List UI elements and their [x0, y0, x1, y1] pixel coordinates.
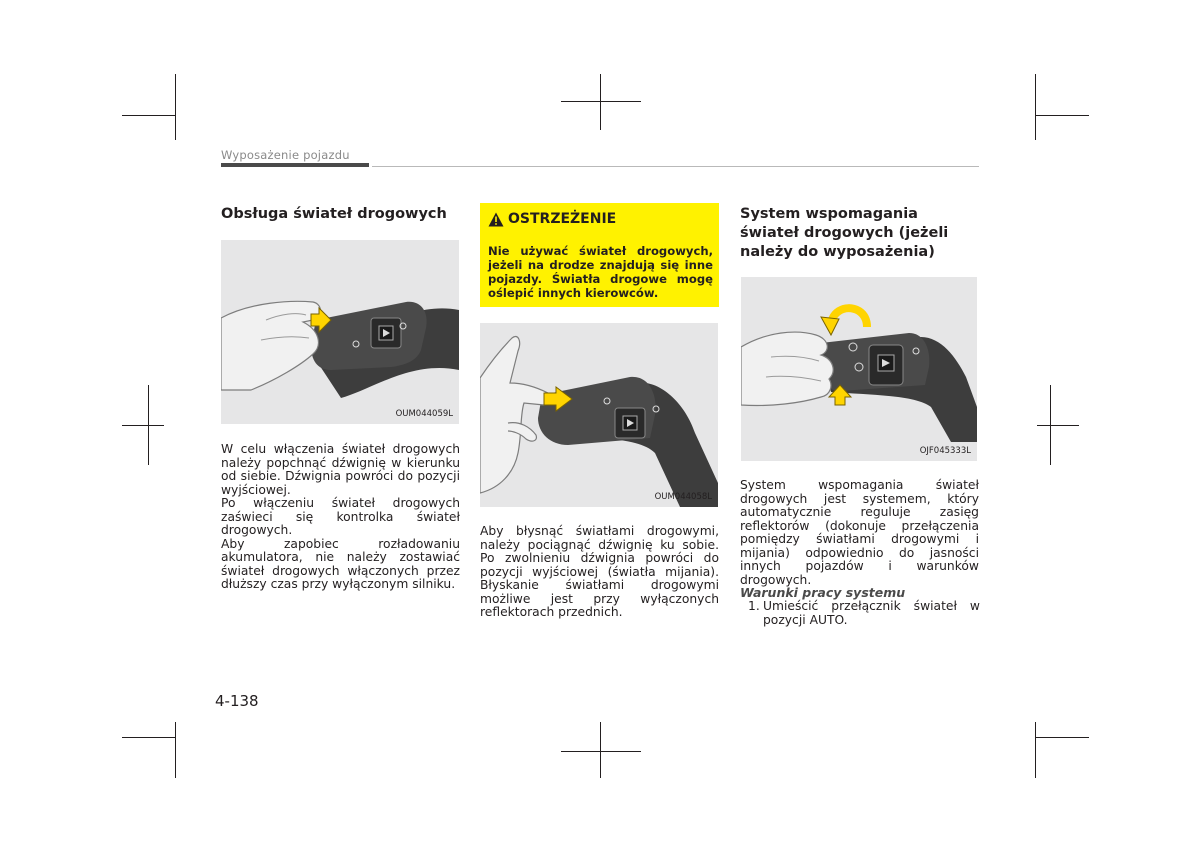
- left-body: [221, 443, 460, 592]
- list-item: [748, 600, 980, 627]
- figure-pull-lever: [480, 323, 718, 507]
- warning-title: OSTRZEŻENIE: [508, 211, 617, 227]
- system-conditions-heading: Warunki pracy systemu: [740, 585, 906, 600]
- warning-text: Nie używać świateł drogowych, jeżeli na drodze znajdują się inne pojazdy. Światła drogowe mogę oślepić innych kierowców.: [488, 244, 713, 300]
- figure-code: OJF045333L: [919, 446, 971, 456]
- paragraph: W celu włączenia świateł drogowych należy popchnąć dźwignię w kierunku od siebie. Dźwignia powróci do pozycji wyjściowej.: [221, 442, 460, 497]
- auto-switch-illustration: [741, 277, 977, 461]
- lever-pull-illustration: [480, 323, 718, 507]
- section-header: Wyposażenie pojazdu: [221, 148, 350, 162]
- warning-box: [480, 203, 719, 307]
- list-item-text: Umieścić przełącznik świateł w pozycji AUTO.: [763, 599, 980, 627]
- paragraph: Aby zapobiec rozładowaniu akumulatora, nie należy zostawiać świateł drogowych włączonych przez dłuższy czas przy wyłączonym silniku.: [221, 536, 460, 591]
- paragraph: Po włączeniu świateł drogowych zaświeci się kontrolka świateł drogowych.: [221, 496, 460, 537]
- left-heading: Obsługa świateł drogowych: [221, 206, 447, 222]
- figure-push-lever: [221, 240, 459, 424]
- figure-auto-switch: [741, 277, 977, 461]
- right-heading: System wspomagania świateł drogowych (jeżeli należy do wyposażenia): [740, 206, 949, 260]
- figure-code: OUM044059L: [395, 409, 453, 419]
- header-rule: [372, 166, 979, 167]
- warning-triangle-icon: [488, 212, 504, 227]
- page-number: 4-138: [215, 692, 259, 710]
- conditions-list: [748, 600, 980, 627]
- middle-paragraph: Aby błysnąć światłami drogowymi, należy pociągnąć dźwignię ku sobie. Po zwolnieniu dźwignia powróci do pozycji wyjściowej (światła mijania). Błyskanie światłami drogowymi możliwe jest przy wyłączonych reflektorach przednich.: [480, 524, 719, 619]
- header-rule-dark: [221, 163, 369, 167]
- list-item-number: 1.: [748, 599, 760, 613]
- lever-push-illustration: [221, 240, 459, 424]
- figure-code: OUM044058L: [654, 492, 712, 502]
- right-paragraph: System wspomagania świateł drogowych jest systemem, który automatycznie reguluje zasięg reflektorów (dokonuje przełączenia pomiędzy światłami drogowymi i mijania) odpowiednio do jasności innych pojazdów i warunków drogowych.: [740, 478, 979, 587]
